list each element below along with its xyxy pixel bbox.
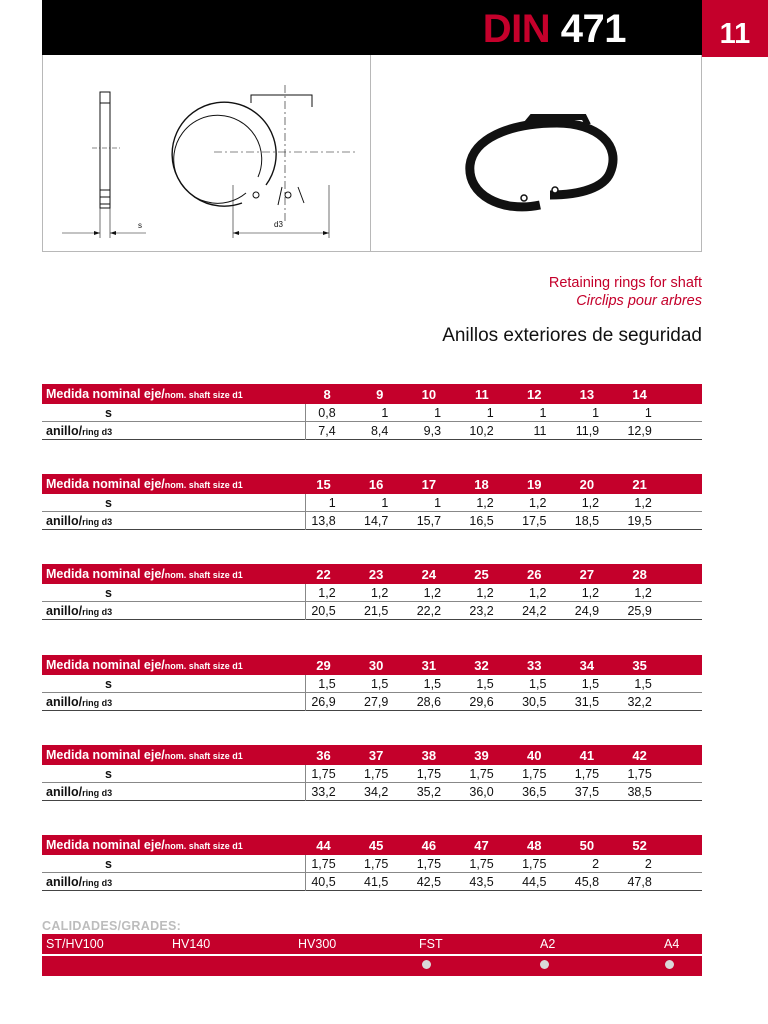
grades-header-row	[42, 934, 702, 954]
nominal-size-label-main: Medida nominal eje/	[46, 387, 165, 401]
d1-cell: 38	[421, 747, 437, 763]
ring-label	[42, 512, 306, 530]
d3-cell: 8,4	[370, 423, 389, 438]
s-cell: 1,5	[476, 676, 494, 691]
d1-cell: 26	[526, 566, 542, 582]
grade-available-dot	[422, 960, 431, 969]
ring-label-small: ring d3	[82, 787, 113, 798]
d1-cell: 12	[526, 386, 542, 402]
nominal-size-label-main: Medida nominal eje/	[46, 838, 165, 852]
d1-cell: 28	[632, 566, 647, 582]
d1-cell: 13	[579, 386, 595, 402]
dim-s-label: s	[138, 221, 142, 230]
table-header-row	[42, 564, 702, 584]
d3-cell: 30,5	[522, 694, 547, 709]
d3-cell: 7,4	[318, 423, 336, 438]
s-cell: 1,5	[581, 676, 600, 691]
d3-cell: 42,5	[416, 874, 442, 889]
nominal-size-label	[42, 567, 306, 581]
table-header-row	[42, 835, 702, 855]
table-row-d3	[42, 873, 702, 891]
s-cell: 1,5	[423, 676, 442, 691]
d1-cell: 31	[421, 657, 437, 673]
nominal-size-label-main: Medida nominal eje/	[46, 748, 165, 762]
d1-cell: 15	[316, 476, 331, 492]
s-cell: 1,2	[476, 495, 494, 510]
nominal-size-label-small: nom. shaft size d1	[164, 751, 243, 761]
d1-cell: 9	[376, 386, 384, 402]
d1-cell: 41	[579, 747, 595, 763]
s-cell: 1,75	[416, 766, 442, 781]
d3-cell: 23,2	[469, 603, 494, 618]
table-row-s	[42, 494, 702, 512]
ring-label-main: anillo/	[46, 423, 83, 438]
ring-label	[42, 422, 306, 440]
circlip-photo	[372, 55, 700, 252]
d1-cell: 52	[632, 837, 647, 853]
d3-cell: 9,3	[423, 423, 442, 438]
size-table	[42, 474, 702, 530]
nominal-size-label	[42, 838, 306, 852]
s-cell: 1,75	[469, 766, 494, 781]
d3-cell: 36,5	[522, 784, 547, 799]
s-cell: 1,75	[311, 766, 336, 781]
din-title	[483, 8, 626, 50]
d1-cell: 35	[632, 657, 647, 673]
d3-cell: 32,2	[627, 694, 652, 709]
d1-cell: 14	[632, 386, 647, 402]
d1-cell: 8	[323, 386, 331, 402]
d3-cell: 44,5	[522, 874, 547, 889]
s-cell: 1	[644, 405, 652, 420]
s-label: s	[42, 404, 306, 422]
page-number: 11	[702, 0, 768, 57]
d3-cell: 35,2	[416, 784, 442, 799]
s-cell: 1,2	[634, 585, 652, 600]
s-cell: 1	[434, 405, 442, 420]
s-cell: 1,75	[416, 856, 442, 871]
s-cell: 1,5	[529, 676, 547, 691]
d1-cell: 32	[474, 657, 489, 673]
nominal-size-label-main: Medida nominal eje/	[46, 477, 165, 491]
ring-side-view	[100, 92, 110, 208]
s-cell: 1,75	[311, 856, 336, 871]
d1-cell: 39	[474, 747, 489, 763]
nominal-size-label	[42, 748, 306, 762]
s-cell: 1,2	[370, 585, 389, 600]
d1-cell: 34	[579, 657, 595, 673]
ring-front-view	[172, 102, 276, 206]
d1-cell: 24	[421, 566, 437, 582]
s-cell: 1,2	[318, 585, 336, 600]
d3-cell: 41,5	[364, 874, 389, 889]
d3-cell: 26,9	[311, 694, 336, 709]
ring-label-small: ring d3	[82, 877, 113, 888]
d1-cell: 21	[632, 476, 647, 492]
d3-cell: 11,9	[575, 423, 600, 438]
title-english: Retaining rings for shaft	[548, 275, 702, 291]
d3-cell: 21,5	[364, 603, 389, 618]
nominal-size-label-small: nom. shaft size d1	[164, 480, 243, 490]
s-cell: 1	[539, 405, 547, 420]
table-row-d3	[42, 422, 702, 440]
ring-label-main: anillo/	[46, 513, 83, 528]
d3-cell: 47,8	[627, 874, 652, 889]
grade-label: HV300	[298, 937, 337, 951]
table-row-s	[42, 404, 702, 422]
d3-cell: 16,5	[469, 513, 494, 528]
d3-cell: 34,2	[364, 784, 389, 799]
table-row-d3	[42, 512, 702, 530]
grade-label: A4	[664, 937, 680, 951]
d3-cell: 24,9	[574, 603, 600, 618]
grade-label: ST/HV100	[46, 937, 104, 951]
d1-cell: 30	[368, 657, 384, 673]
d3-cell: 27,9	[364, 694, 389, 709]
d1-cell: 18	[474, 476, 489, 492]
ring-label	[42, 873, 306, 891]
ring-label-main: anillo/	[46, 874, 83, 889]
size-table	[42, 835, 702, 891]
nominal-size-label-small: nom. shaft size d1	[164, 570, 243, 580]
table-row-s	[42, 765, 702, 783]
d3-cell: 22,2	[416, 603, 442, 618]
s-cell: 1	[328, 495, 336, 510]
nominal-size-label-small: nom. shaft size d1	[164, 390, 243, 400]
s-cell: 1,75	[364, 766, 389, 781]
table-row-d3	[42, 693, 702, 711]
d3-cell: 14,7	[364, 513, 389, 528]
grades-availability-row	[42, 956, 702, 976]
grade-available-dot	[665, 960, 674, 969]
d1-cell: 46	[421, 837, 437, 853]
s-label: s	[42, 584, 306, 602]
header-bar	[42, 0, 702, 55]
grade-label: FST	[419, 937, 443, 951]
size-table	[42, 655, 702, 711]
s-label: s	[42, 494, 306, 512]
table-header-row	[42, 384, 702, 404]
s-cell: 1,75	[364, 856, 389, 871]
s-label: s	[42, 675, 306, 693]
d1-cell: 22	[316, 566, 331, 582]
d1-cell: 17	[421, 476, 437, 492]
d3-cell: 25,9	[627, 603, 652, 618]
ring-label-small: ring d3	[82, 606, 113, 617]
d1-cell: 42	[632, 747, 647, 763]
din-label: DIN	[482, 7, 551, 51]
table-row-d3	[42, 602, 702, 620]
table-row-s	[42, 584, 702, 602]
d3-cell: 37,5	[574, 784, 600, 799]
d3-cell: 43,5	[469, 874, 494, 889]
d1-cell: 25	[474, 566, 489, 582]
table-row-s	[42, 675, 702, 693]
s-cell: 1,2	[634, 495, 652, 510]
s-cell: 1,2	[529, 495, 547, 510]
d1-cell: 29	[316, 657, 331, 673]
d3-cell: 18,5	[574, 513, 600, 528]
size-table	[42, 384, 702, 440]
grade-label: HV140	[172, 937, 211, 951]
s-cell: 1,5	[370, 676, 389, 691]
s-cell: 1,75	[522, 856, 547, 871]
d3-cell: 13,8	[311, 513, 336, 528]
d3-cell: 11	[533, 423, 547, 438]
d1-cell: 37	[368, 747, 384, 763]
s-cell: 1,5	[318, 676, 336, 691]
figure-divider	[370, 55, 371, 252]
s-cell: 1,2	[529, 585, 547, 600]
d1-cell: 20	[579, 476, 595, 492]
d3-cell: 38,5	[627, 784, 652, 799]
technical-drawing	[42, 55, 370, 252]
s-label: s	[42, 855, 306, 873]
d1-cell: 23	[368, 566, 384, 582]
nominal-size-label	[42, 477, 306, 491]
d1-cell: 16	[368, 476, 384, 492]
d1-cell: 44	[316, 837, 331, 853]
ring-label-small: ring d3	[82, 426, 113, 437]
ring-label-small: ring d3	[82, 697, 113, 708]
d3-cell: 12,9	[627, 423, 652, 438]
size-table	[42, 745, 702, 801]
s-cell: 0,8	[318, 405, 336, 420]
title-french: Circlips pour arbres	[576, 293, 702, 309]
s-cell: 1	[381, 405, 389, 420]
title-spanish: Anillos exteriores de seguridad	[442, 325, 702, 346]
s-cell: 1,5	[634, 676, 652, 691]
ring-label-main: anillo/	[46, 784, 83, 799]
d3-cell: 24,2	[522, 603, 547, 618]
ring-label-main: anillo/	[46, 603, 83, 618]
s-cell: 1,2	[581, 495, 600, 510]
d1-cell: 11	[475, 386, 489, 402]
table-row-s	[42, 855, 702, 873]
s-cell: 1,75	[627, 766, 652, 781]
size-table	[42, 564, 702, 620]
d3-cell: 45,8	[574, 874, 600, 889]
d1-cell: 19	[526, 476, 542, 492]
dim-d3-label: d3	[274, 220, 283, 229]
table-header-row	[42, 655, 702, 675]
d3-cell: 33,2	[311, 784, 336, 799]
d1-cell: 48	[526, 837, 542, 853]
nominal-size-label-small: nom. shaft size d1	[164, 841, 243, 851]
d1-cell: 36	[316, 747, 331, 763]
s-cell: 1,2	[476, 585, 494, 600]
s-cell: 1	[592, 405, 600, 420]
d1-cell: 33	[526, 657, 542, 673]
d3-cell: 17,5	[522, 513, 547, 528]
s-cell: 1	[486, 405, 494, 420]
s-cell: 1,75	[469, 856, 494, 871]
s-cell: 1,2	[581, 585, 600, 600]
ring-label-small: ring d3	[82, 516, 113, 527]
d3-cell: 10,2	[469, 423, 494, 438]
grade-label: A2	[540, 937, 556, 951]
s-label: s	[42, 765, 306, 783]
grade-available-dot	[540, 960, 549, 969]
ring-label	[42, 602, 306, 620]
nominal-size-label-main: Medida nominal eje/	[46, 658, 165, 672]
table-header-row	[42, 745, 702, 765]
table-header-row	[42, 474, 702, 494]
d3-cell: 28,6	[416, 694, 442, 709]
d3-cell: 40,5	[311, 874, 336, 889]
d1-cell: 50	[579, 837, 595, 853]
s-cell: 2	[644, 856, 652, 871]
s-cell: 1,2	[423, 585, 442, 600]
nominal-size-label-small: nom. shaft size d1	[164, 661, 243, 671]
d1-cell: 40	[526, 747, 542, 763]
ring-label	[42, 693, 306, 711]
d3-cell: 19,5	[627, 513, 652, 528]
s-cell: 1,75	[522, 766, 547, 781]
s-cell: 1	[381, 495, 389, 510]
nominal-size-label	[42, 658, 306, 672]
s-cell: 1	[434, 495, 442, 510]
ring-label-main: anillo/	[46, 694, 83, 709]
d1-cell: 45	[368, 837, 384, 853]
d3-cell: 36,0	[469, 784, 494, 799]
grades-title: CALIDADES/GRADES:	[42, 919, 182, 933]
d3-cell: 15,7	[416, 513, 442, 528]
din-number: 471	[560, 7, 626, 51]
s-cell: 2	[592, 856, 600, 871]
ring-label	[42, 783, 306, 801]
d1-cell: 27	[579, 566, 595, 582]
table-row-d3	[42, 783, 702, 801]
d1-cell: 47	[474, 837, 489, 853]
nominal-size-label	[42, 387, 306, 401]
s-cell: 1,75	[574, 766, 600, 781]
d3-cell: 20,5	[311, 603, 336, 618]
d3-cell: 31,5	[574, 694, 600, 709]
nominal-size-label-main: Medida nominal eje/	[46, 567, 165, 581]
d3-cell: 29,6	[469, 694, 494, 709]
d1-cell: 10	[421, 386, 437, 402]
